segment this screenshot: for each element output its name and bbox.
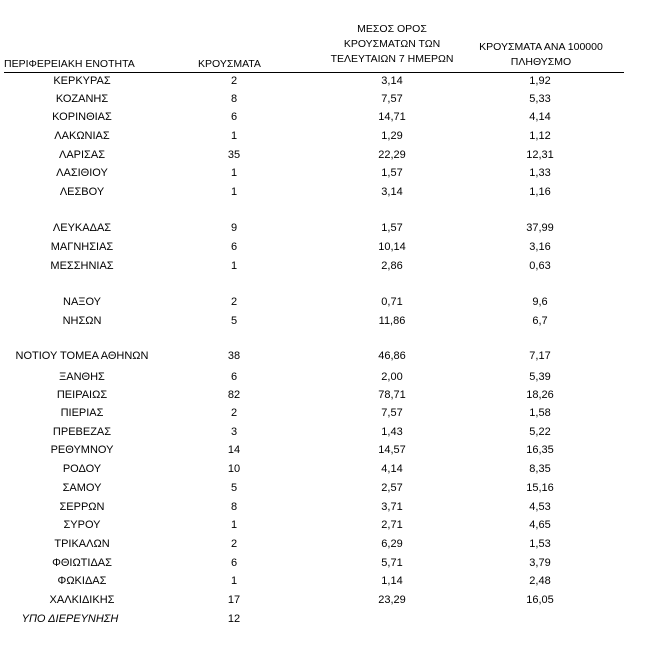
header-avg7-line: ΤΕΛΕΥΤΑΙΩΝ 7 ΗΜΕΡΩΝ bbox=[330, 53, 454, 65]
header-cases: ΚΡΟΥΣΜΑΤΑ bbox=[198, 58, 261, 70]
table-row bbox=[0, 90, 650, 108]
table-row bbox=[0, 312, 650, 330]
region-name-cell: ΠΕΙΡΑΙΩΣ bbox=[56, 389, 108, 401]
cases-cell: 6 bbox=[230, 371, 238, 383]
table-row bbox=[0, 368, 650, 386]
table-row bbox=[0, 127, 650, 145]
cases-cell: 2 bbox=[230, 296, 238, 308]
header-avg7-line: ΚΡΟΥΣΜΑΤΩΝ ΤΩΝ bbox=[343, 38, 441, 50]
region-name-cell: ΚΟΖΑΝΗΣ bbox=[55, 93, 109, 105]
avg7-cell: 46,86 bbox=[378, 350, 406, 362]
avg7-cell: 22,29 bbox=[378, 149, 406, 161]
table-row bbox=[0, 347, 650, 365]
cases-cell: 5 bbox=[230, 482, 238, 494]
region-name-cell: ΛΑΚΩΝΙΑΣ bbox=[54, 130, 110, 142]
cases-cell: 17 bbox=[227, 594, 241, 606]
region-name-cell: ΛΑΣΙΘΙΟΥ bbox=[56, 167, 108, 179]
per100k-cell: 4,65 bbox=[529, 519, 551, 531]
per100k-cell: 3,79 bbox=[529, 557, 551, 569]
region-name-cell: ΣΥΡΟΥ bbox=[63, 519, 101, 531]
cases-cell: 1 bbox=[230, 167, 238, 179]
region-name-cell: ΠΡΕΒΕΖΑΣ bbox=[52, 426, 112, 438]
cases-cell: 6 bbox=[230, 111, 238, 123]
cases-cell: 1 bbox=[230, 186, 238, 198]
avg7-cell: 7,57 bbox=[381, 93, 403, 105]
per100k-cell: 4,14 bbox=[529, 111, 551, 123]
per100k-cell: 1,53 bbox=[529, 538, 551, 550]
region-name-cell: ΜΕΣΣΗΝΙΑΣ bbox=[50, 260, 114, 272]
table-row bbox=[0, 516, 650, 534]
table-row bbox=[0, 293, 650, 311]
region-name-cell: ΛΑΡΙΣΑΣ bbox=[58, 149, 105, 161]
region-name-cell: ΦΩΚΙΔΑΣ bbox=[57, 575, 107, 587]
per100k-cell: 1,16 bbox=[529, 186, 551, 198]
header-per100k-line: ΠΛΗΘΥΣΜΟ bbox=[510, 56, 572, 68]
per100k-cell: 1,92 bbox=[529, 75, 551, 87]
avg7-cell: 23,29 bbox=[378, 594, 406, 606]
avg7-cell: 0,71 bbox=[381, 296, 403, 308]
region-name-cell: ΡΟΔΟΥ bbox=[62, 463, 102, 475]
per100k-cell: 16,35 bbox=[526, 444, 554, 456]
cases-cell: 5 bbox=[230, 315, 238, 327]
avg7-cell: 1,57 bbox=[381, 222, 403, 234]
table-row bbox=[0, 572, 650, 590]
header-avg7-line: ΜΕΣΟΣ ΟΡΟΣ bbox=[357, 23, 427, 35]
per100k-cell: 12,31 bbox=[526, 149, 554, 161]
region-name-cell: ΧΑΛΚΙΔΙΚΗΣ bbox=[49, 594, 115, 606]
per100k-cell: 1,33 bbox=[529, 167, 551, 179]
region-name-cell: ΚΟΡΙΝΘΙΑΣ bbox=[52, 111, 112, 123]
cases-cell: 3 bbox=[230, 426, 238, 438]
table-row bbox=[0, 535, 650, 553]
table-row bbox=[0, 183, 650, 201]
cases-cell: 10 bbox=[227, 463, 241, 475]
avg7-cell: 5,71 bbox=[381, 557, 403, 569]
avg7-cell: 10,14 bbox=[378, 241, 406, 253]
table-row bbox=[0, 146, 650, 164]
cases-cell: 1 bbox=[230, 575, 238, 587]
per100k-cell: 1,58 bbox=[529, 407, 551, 419]
table-row bbox=[0, 404, 650, 422]
table-row bbox=[0, 257, 650, 275]
cases-cell: 2 bbox=[230, 538, 238, 550]
region-name-cell: ΣΕΡΡΩΝ bbox=[59, 501, 105, 513]
avg7-cell: 3,71 bbox=[381, 501, 403, 513]
region-name-cell: ΝΗΣΩΝ bbox=[62, 315, 102, 327]
avg7-cell: 1,43 bbox=[381, 426, 403, 438]
avg7-cell: 4,14 bbox=[381, 463, 403, 475]
region-name-cell: ΚΕΡΚΥΡΑΣ bbox=[53, 75, 111, 87]
avg7-cell: 1,14 bbox=[381, 575, 403, 587]
cases-cell: 6 bbox=[230, 557, 238, 569]
cases-cell: 1 bbox=[230, 260, 238, 272]
per100k-cell: 7,17 bbox=[529, 350, 551, 362]
avg7-cell: 11,86 bbox=[378, 315, 406, 327]
cases-cell: 9 bbox=[230, 222, 238, 234]
table-row bbox=[0, 164, 650, 182]
region-name-cell: ΛΕΥΚΑΔΑΣ bbox=[52, 222, 112, 234]
per100k-cell: 3,16 bbox=[529, 241, 551, 253]
avg7-cell: 2,71 bbox=[381, 519, 403, 531]
table-row bbox=[0, 108, 650, 126]
header-avg7 bbox=[322, 22, 462, 67]
table-row bbox=[0, 591, 650, 609]
cases-cell: 2 bbox=[230, 407, 238, 419]
cases-cell: 1 bbox=[230, 130, 238, 142]
table-row bbox=[0, 423, 650, 441]
region-name-cell: ΣΑΜΟΥ bbox=[62, 482, 102, 494]
per100k-cell: 5,33 bbox=[529, 93, 551, 105]
avg7-cell: 14,71 bbox=[378, 111, 406, 123]
avg7-cell: 14,57 bbox=[378, 444, 406, 456]
region-name-cell: ΜΑΓΝΗΣΙΑΣ bbox=[50, 241, 114, 253]
region-name-cell: ΦΘΙΩΤΙΔΑΣ bbox=[52, 557, 112, 569]
cases-cell: 1 bbox=[230, 519, 238, 531]
avg7-cell: 2,00 bbox=[381, 371, 403, 383]
per100k-cell: 16,05 bbox=[526, 594, 554, 606]
cases-cell: 6 bbox=[230, 241, 238, 253]
per100k-cell: 0,63 bbox=[529, 260, 551, 272]
per100k-cell: 18,26 bbox=[526, 389, 554, 401]
avg7-cell: 1,57 bbox=[381, 167, 403, 179]
avg7-cell: 6,29 bbox=[381, 538, 403, 550]
cases-cell: 12 bbox=[227, 613, 241, 625]
region-name-cell: ΝΑΞΟΥ bbox=[63, 296, 101, 308]
per100k-cell: 9,6 bbox=[532, 296, 548, 308]
per100k-cell: 8,35 bbox=[529, 463, 551, 475]
cases-cell: 82 bbox=[227, 389, 241, 401]
avg7-cell: 3,14 bbox=[381, 186, 403, 198]
per100k-cell: 37,99 bbox=[526, 222, 554, 234]
cases-cell: 2 bbox=[230, 75, 238, 87]
table-row bbox=[0, 554, 650, 572]
per100k-cell: 5,22 bbox=[529, 426, 551, 438]
per100k-cell: 6,7 bbox=[532, 315, 548, 327]
cases-cell: 8 bbox=[230, 501, 238, 513]
avg7-cell: 7,57 bbox=[381, 407, 403, 419]
cases-cell: 38 bbox=[227, 350, 241, 362]
avg7-cell: 2,86 bbox=[381, 260, 403, 272]
per100k-cell: 4,53 bbox=[529, 501, 551, 513]
region-name-cell: ΤΡΙΚΑΛΩΝ bbox=[54, 538, 110, 550]
cases-cell: 35 bbox=[227, 149, 241, 161]
table-row bbox=[0, 610, 650, 628]
region-name-cell: ΞΑΝΘΗΣ bbox=[59, 371, 105, 383]
region-name-cell: ΛΕΣΒΟΥ bbox=[59, 186, 105, 198]
per100k-cell: 15,16 bbox=[526, 482, 554, 494]
per100k-cell: 5,39 bbox=[529, 371, 551, 383]
table-row bbox=[0, 386, 650, 404]
header-per100k-line: ΚΡΟΥΣΜΑΤΑ ΑΝΑ 100000 bbox=[479, 41, 603, 53]
region-name-cell: ΡΕΘΥΜΝΟΥ bbox=[50, 444, 114, 456]
per100k-cell: 2,48 bbox=[529, 575, 551, 587]
table-row bbox=[0, 498, 650, 516]
cases-cell: 14 bbox=[227, 444, 241, 456]
header-per100k bbox=[462, 40, 620, 70]
table-row bbox=[0, 72, 650, 90]
cases-cell: 8 bbox=[230, 93, 238, 105]
table-row bbox=[0, 441, 650, 459]
table-row bbox=[0, 460, 650, 478]
avg7-cell: 2,57 bbox=[381, 482, 403, 494]
per100k-cell: 1,12 bbox=[529, 130, 551, 142]
table-row bbox=[0, 479, 650, 497]
region-name-cell: ΥΠΟ ΔΙΕΡΕΥΝΗΣΗ bbox=[21, 613, 119, 625]
region-name-cell: ΠΙΕΡΙΑΣ bbox=[60, 407, 104, 419]
avg7-cell: 1,29 bbox=[381, 130, 403, 142]
header-region: ΠΕΡΙΦΕΡΕΙΑΚΗ ΕΝΟΤΗΤΑ bbox=[4, 58, 135, 70]
region-name-cell: ΝΟΤΙΟΥ ΤΟΜΕΑ ΑΘΗΝΩΝ bbox=[15, 350, 149, 362]
avg7-cell: 78,71 bbox=[378, 389, 406, 401]
table-row bbox=[0, 219, 650, 237]
table-row bbox=[0, 238, 650, 256]
avg7-cell: 3,14 bbox=[381, 75, 403, 87]
